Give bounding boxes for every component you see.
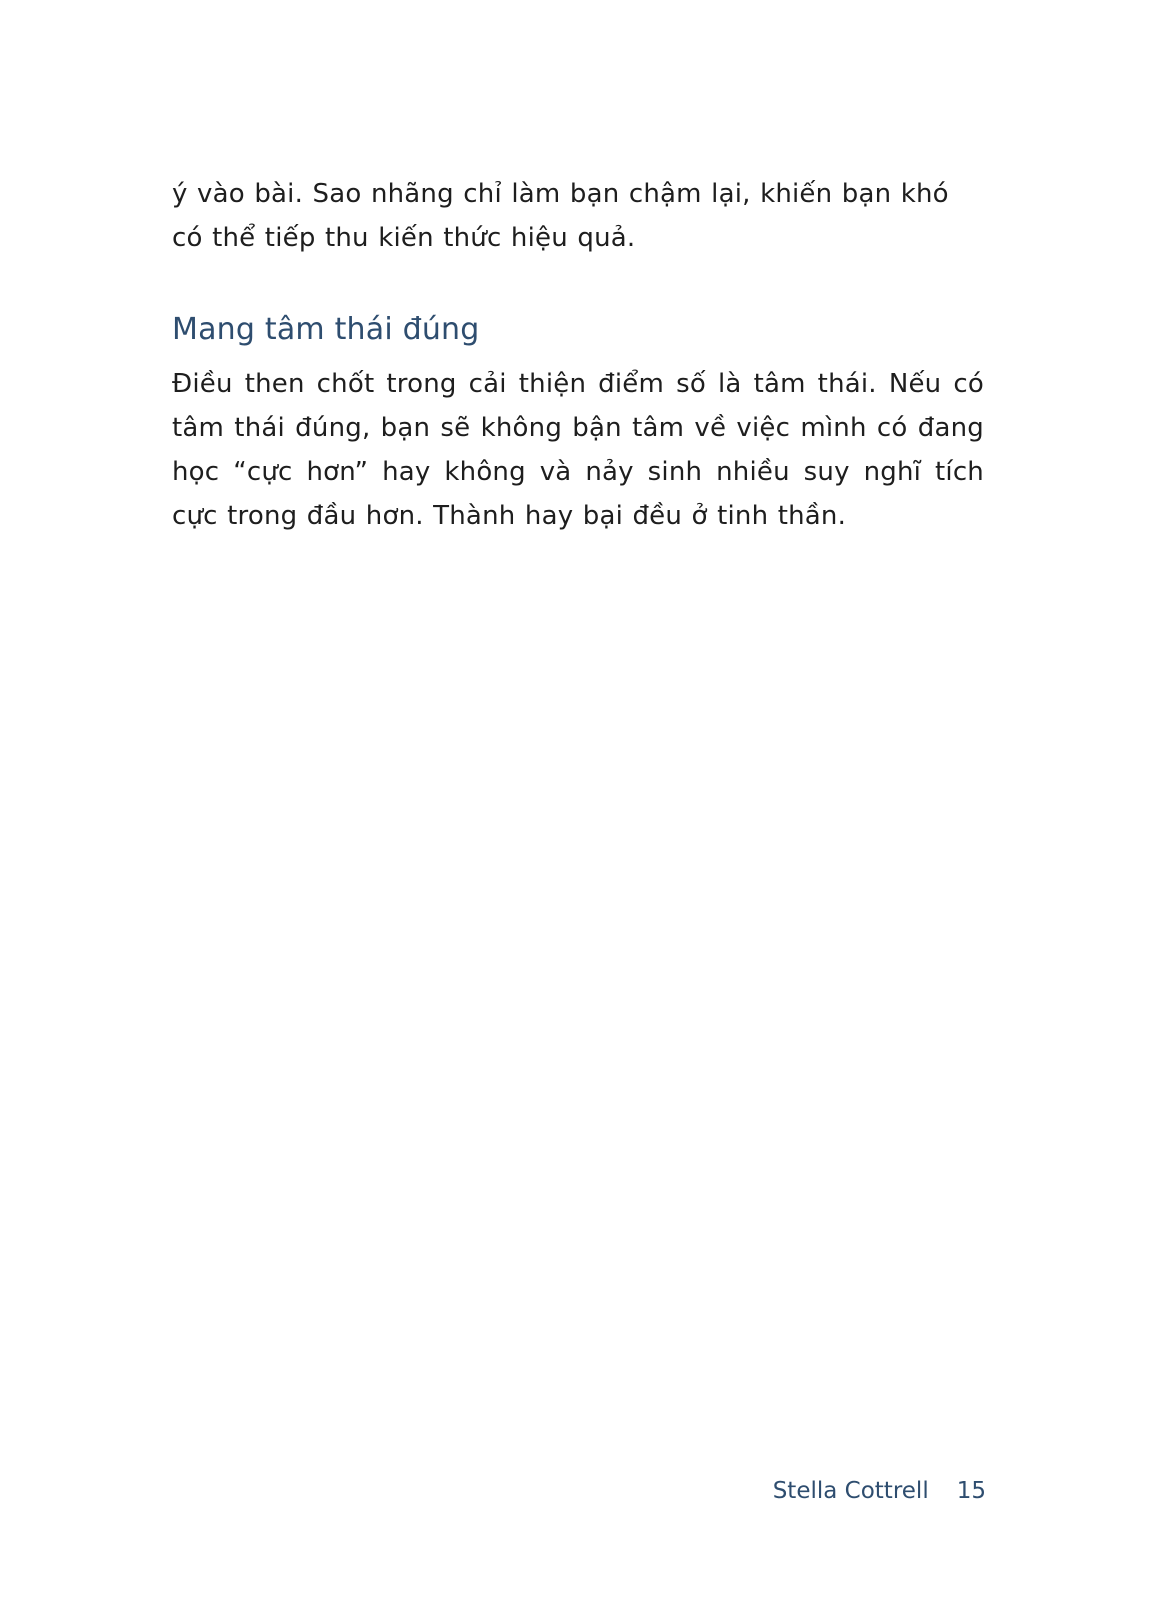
section-heading: Mang tâm thái đúng bbox=[172, 312, 480, 347]
body-paragraph-continued: ý vào bài. Sao nhãng chỉ làm bạn chậm lại, khiến bạn khó có thể tiếp thu kiến thức hiệu quả. bbox=[172, 179, 949, 253]
page-number: 15 bbox=[956, 1478, 986, 1504]
page-footer bbox=[773, 1476, 986, 1506]
body-paragraph: Điều then chốt trong cải thiện điểm số là tâm thái. Nếu có tâm thái đúng, bạn sẽ không bận tâm về việc mình có đang học “cực hơn” hay không và nảy sinh nhiều suy nghĩ tích cực trong đầu hơn. Thành hay bại đều ở tinh thần. bbox=[172, 369, 984, 531]
footer-author: Stella Cottrell bbox=[772, 1478, 929, 1504]
